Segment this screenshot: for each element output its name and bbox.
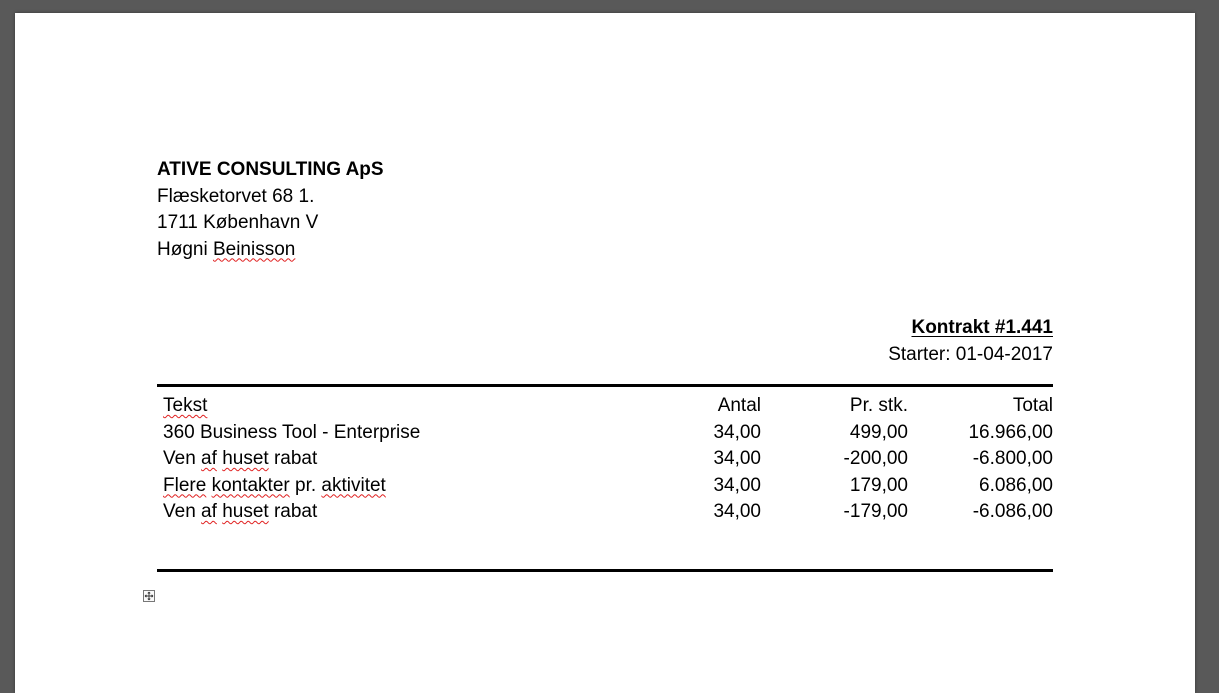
row-text bbox=[157, 499, 697, 526]
table-row bbox=[157, 499, 1053, 526]
header-qty: Antal bbox=[717, 395, 761, 416]
recipient-city: 1711 København V bbox=[157, 212, 319, 233]
row-total: 16.966,00 bbox=[968, 421, 1053, 443]
row-total: -6.800,00 bbox=[972, 448, 1053, 469]
table-header-row bbox=[157, 393, 1053, 420]
row-text-squiggled: Ven af huset rabat bbox=[163, 448, 318, 469]
row-qty: 34,00 bbox=[713, 474, 761, 496]
recipient-street: Flæsketorvet 68 1. bbox=[157, 185, 315, 207]
row-text-squiggled: Flere kontakter pr. aktivitet bbox=[163, 474, 386, 496]
row-text bbox=[157, 473, 697, 500]
header-price: Pr. stk. bbox=[849, 395, 908, 416]
table-bottom-rule bbox=[157, 569, 1053, 572]
row-price: -200,00 bbox=[843, 448, 908, 469]
table-top-rule bbox=[157, 384, 1053, 387]
recipient-address bbox=[157, 157, 384, 263]
row-text bbox=[157, 446, 697, 473]
row-qty: 34,00 bbox=[713, 501, 761, 522]
contact-last-name: Beinisson bbox=[212, 238, 296, 260]
contact-first-name: Høgni bbox=[157, 238, 208, 260]
table-row bbox=[157, 420, 1053, 447]
contract-start-label: Starter: bbox=[888, 343, 951, 365]
header-total: Total bbox=[1012, 395, 1053, 416]
row-total: 6.086,00 bbox=[979, 474, 1053, 496]
contract-title: Kontrakt #1.441 bbox=[911, 317, 1053, 338]
document-page bbox=[15, 13, 1195, 693]
table-move-handle-icon[interactable] bbox=[143, 590, 155, 602]
row-qty: 34,00 bbox=[713, 421, 761, 443]
contract-start bbox=[888, 342, 1053, 369]
table-row bbox=[157, 473, 1053, 500]
row-qty: 34,00 bbox=[713, 448, 761, 469]
recipient-company: ATIVE CONSULTING ApS bbox=[157, 159, 384, 180]
contract-info bbox=[888, 315, 1053, 368]
table-row bbox=[157, 446, 1053, 473]
contract-start-date: 01-04-2017 bbox=[955, 343, 1053, 365]
row-text: 360 Business Tool - Enterprise bbox=[163, 421, 421, 443]
header-text: Tekst bbox=[163, 395, 208, 416]
row-price: 499,00 bbox=[849, 421, 908, 443]
row-price: 179,00 bbox=[849, 474, 908, 496]
contract-lines-table bbox=[157, 393, 1053, 526]
row-text-squiggled: Ven af huset rabat bbox=[163, 501, 318, 522]
row-total: -6.086,00 bbox=[972, 501, 1053, 522]
recipient-contact bbox=[157, 237, 384, 264]
row-price: -179,00 bbox=[843, 501, 908, 522]
